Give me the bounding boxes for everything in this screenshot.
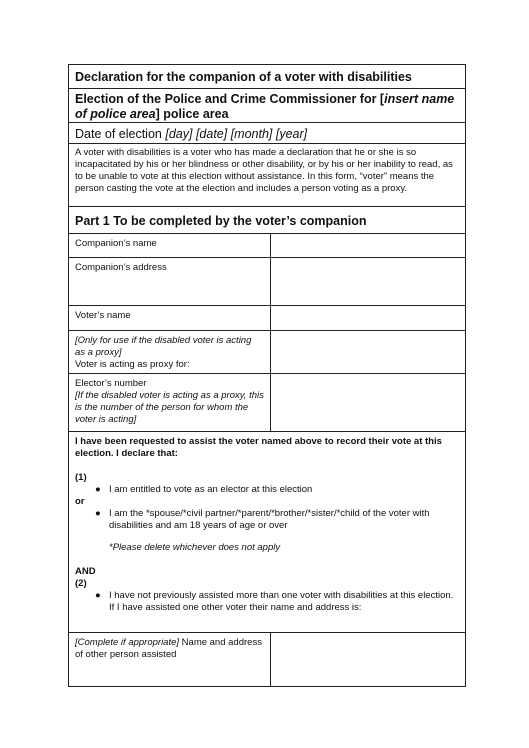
bullet-previous-text: I have not previously assisted more than one voter with disabilities at this election. [109,590,454,601]
bullet-icon: ● [95,508,101,519]
part1-heading: Part 1 To be completed by the voter’s companion [69,207,465,234]
bullet-icon: ● [95,590,101,601]
declaration-intro: I have been requested to assist the voter named above to record their vote at this election. I declare that: [75,436,442,459]
other-person-text: Name and address of other person assisted [75,637,262,660]
voter-name-field[interactable] [271,306,465,330]
declaration-block [69,432,465,633]
form-title: Declaration for the companion of a voter with disabilities [69,65,465,89]
other-voter-text: If I have assisted one other voter their name and address is: [109,602,362,613]
election-heading [69,89,465,123]
election-suffix: ] police area [155,107,229,121]
date-label: Date of election [75,127,162,141]
companion-name-label: Companion’s name [69,234,271,257]
or-label: or [75,496,85,507]
proxy-for-label: Voter is acting as proxy for: [75,359,190,370]
election-date [69,123,465,144]
elector-number-label [69,374,271,431]
companion-name-row [69,234,465,258]
other-person-row [69,633,465,686]
election-prefix: Election of the Police and Crime Commissioner for [ [75,92,385,106]
companion-name-field[interactable] [271,234,465,257]
companion-address-field[interactable] [271,258,465,305]
elector-number-field[interactable] [271,374,465,431]
description: A voter with disabilities is a voter who has made a declaration that he or she is so incapacitated by his or her blindness or other disability, or by his or her inability to read, as to be unable to vote at this election without assistance. In this form, “voter” means the person casting the vote at the election and includes a person voting as a proxy. [69,144,465,207]
bullet-relation-text: I am the *spouse/*civil partner/*parent/*brother/*sister/*child of the voter with disabilities and am 18 years of age or over [109,508,430,531]
declaration-form [68,64,466,687]
bullet-entitled-text: I am entitled to vote as an elector at this election [109,484,313,495]
proxy-field[interactable] [271,331,465,373]
companion-address-label: Companion’s address [69,258,271,305]
date-year: [year] [275,127,308,141]
date-month: [month] [230,127,273,141]
proxy-label [69,331,271,373]
clause-1-number: (1) [75,472,87,483]
bullet-previous [75,590,459,602]
elector-note: [If the disabled voter is acting as a proxy, this is the number of the person for whom the voter is acting] [75,390,264,425]
proxy-note: [Only for use if the disabled voter is acting as a proxy] [75,335,252,358]
bullet-relation [75,508,459,532]
other-person-field[interactable] [271,633,465,686]
other-person-label [69,633,271,686]
bullet-icon: ● [95,484,101,495]
date-date: [date] [195,127,228,141]
bullet-entitled [75,484,459,496]
clause-2-number: (2) [75,578,87,589]
delete-note: *Please delete whichever does not apply [109,542,281,553]
election-insert: insert name of police area [75,92,455,121]
elector-number-row [69,374,465,432]
date-day: [day] [165,127,193,141]
other-person-note: [Complete if appropriate] [75,637,180,648]
voter-name-label: Voter’s name [69,306,271,330]
proxy-row [69,331,465,374]
elector-number-title: Elector’s number [75,378,147,389]
and-label: AND [75,566,96,577]
voter-name-row [69,306,465,331]
companion-address-row [69,258,465,306]
